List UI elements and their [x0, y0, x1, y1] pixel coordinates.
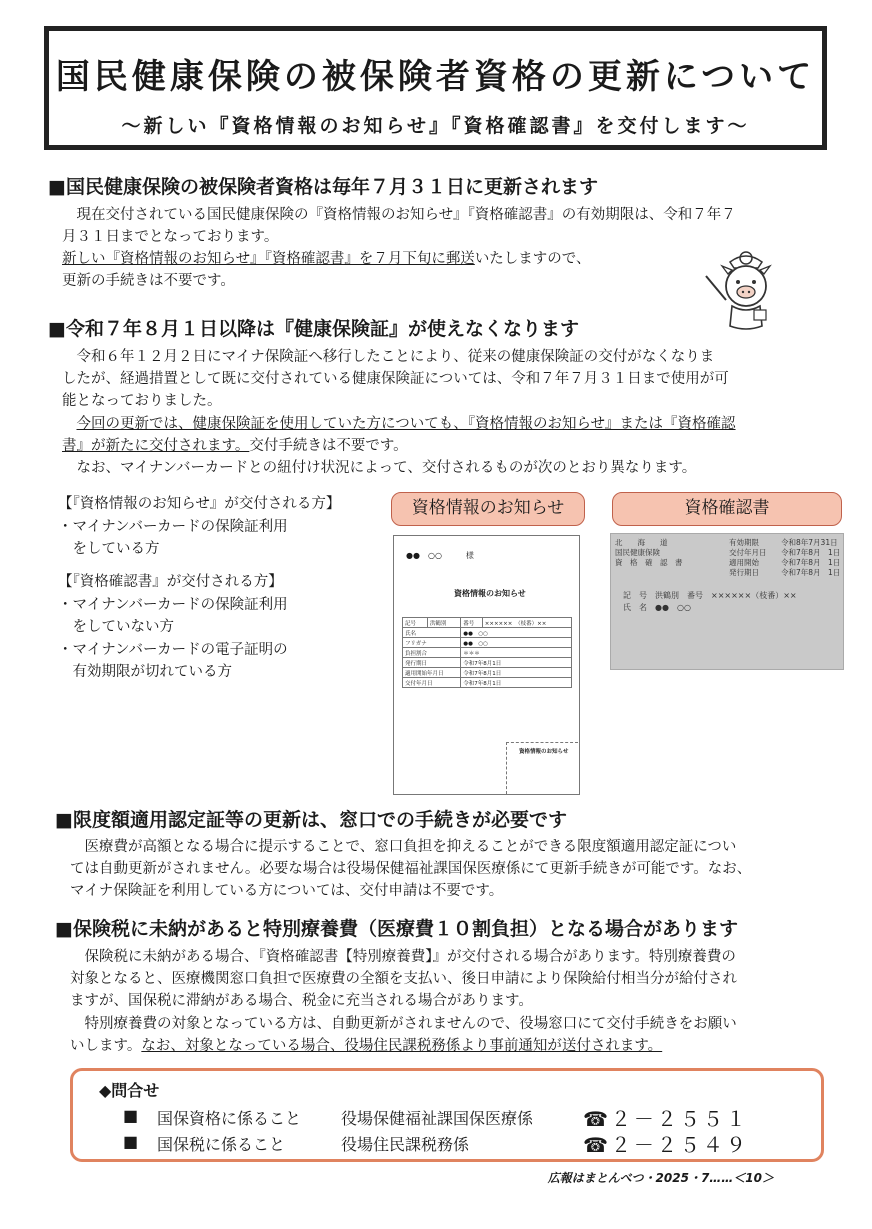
notice-doc-table: [402, 617, 572, 688]
table-cell: フリガナ: [403, 638, 461, 648]
table-row: [403, 668, 572, 678]
notice-sample-label: 資格情報のお知らせ: [391, 492, 585, 526]
page-subtitle: ～新しい『資格情報のお知らせ』『資格確認書』を交付します～: [121, 115, 750, 137]
table-cell: 令和7年8月1日: [461, 658, 572, 668]
list-item: ・マイナンバーカードの保険証利用: [58, 596, 288, 613]
table-cell: ●● ○○: [461, 638, 572, 648]
card-sample: [610, 533, 844, 670]
table-cell: 負担割合: [403, 648, 461, 658]
section3-line2: ては自動更新がされません。必要な場合は役場保健福祉課国保医療係にて更新手続きが可能です。なお、: [70, 861, 752, 877]
card-text: 交付年月日: [729, 548, 767, 557]
section1-line3-rest: いたしますので、: [474, 251, 591, 267]
notice-addressee: ●● ○○ 様: [406, 551, 474, 560]
table-row: [403, 648, 572, 658]
section4-line3: ますが、国保税に滞納がある場合、税金に充当される場合があります。: [70, 993, 533, 1009]
card-text: 北 海 道: [615, 538, 668, 547]
section4-line2: 対象となると、医療機関窓口負担で医療費の全額を支払い、後日申請により保険給付相当分が給付され: [70, 971, 737, 987]
card-text: 令和8年7月31日: [781, 538, 838, 547]
table-cell: 洪鶴別: [427, 618, 460, 628]
table-cell: ×××××× （枝番）××: [482, 618, 571, 628]
eligibility-group2-title: 【『資格確認書』が交付される方】: [58, 574, 283, 590]
table-cell: 記号: [403, 618, 428, 628]
card-text: 発行期日: [729, 568, 759, 577]
page-footer: 広報はまとんべつ・2025・7……＜10＞: [547, 1171, 774, 1185]
list-item: をしていない方: [58, 619, 174, 635]
notice-doc-stub: [506, 742, 578, 794]
section4-line4: 特別療養費の対象となっている方は、自動更新がされませんので、役場窓口にて交付手続きをお願い: [70, 1016, 737, 1032]
list-item: ・マイナンバーカードの保険証利用: [58, 518, 288, 535]
section3-line1: 医療費が高額となる場合に提示することで、窓口負担を抑えることができる限度額適用認定証につい: [70, 839, 737, 855]
card-text: 令和7年8月 1日: [781, 568, 841, 577]
contact-phone: ☎２－２５４９: [583, 1133, 749, 1157]
section2-line5-rest: 交付手続きは不要です。: [249, 438, 408, 454]
card-text: 国民健康保険: [615, 548, 660, 557]
table-row: [403, 678, 572, 688]
mascot-pig-icon: [700, 248, 780, 334]
table-cell: 令和7年8月1日: [461, 678, 572, 688]
section4-heading: ■保険税に未納があると特別療養費（医療費１０割負担）となる場合があります: [55, 918, 738, 940]
section1-heading: ■国民健康保険の被保険者資格は毎年７月３１日に更新されます: [48, 176, 598, 198]
section4-line1: 保険税に未納がある場合、『資格確認書【特別療養費】』が交付される場合があります。特別療養費の: [70, 949, 736, 965]
card-text: 記 号 洪鶴別 番号 ××××××（枝番）××: [623, 591, 797, 600]
card-text: 令和7年8月 1日: [781, 548, 841, 557]
section1-underlined-text: 新しい『資格情報のお知らせ』『資格確認書』を７月下旬に郵送: [62, 251, 475, 267]
contact-box: [70, 1068, 824, 1162]
table-cell: ●● ○○: [461, 628, 572, 638]
contact-phone: ☎２－２５５１: [583, 1107, 749, 1131]
title-box: [44, 26, 827, 150]
section2-heading: ■令和７年８月１日以降は『健康保険証』が使えなくなります: [48, 318, 579, 340]
section4-line5-plain: いします。: [70, 1038, 142, 1054]
page-title: 国民健康保険の被保険者資格の更新について: [55, 57, 816, 97]
table-cell: 氏名: [403, 628, 461, 638]
eligibility-group1-title: 【『資格情報のお知らせ』が交付される方】: [58, 496, 341, 512]
contact-title: ◆問合せ: [99, 1081, 160, 1100]
section1-line4: 更新の手続きは不要です。: [62, 273, 235, 289]
section2-line6: なお、マイナンバーカードとの紐付け状況によって、交付されるものが次のとおり異なります。: [62, 460, 697, 476]
card-text: 適用開始: [729, 558, 759, 567]
contact-office: 役場住民課税務係: [341, 1135, 470, 1154]
list-item: ・マイナンバーカードの電子証明の: [58, 641, 288, 658]
contact-topic: 国保税に係ること: [157, 1135, 286, 1154]
table-row: [403, 658, 572, 668]
table-cell: 番号: [461, 618, 482, 628]
notice-sample-document: [393, 535, 580, 795]
eligibility-group2: [58, 571, 288, 684]
section1-line3: [62, 248, 591, 270]
section3-line3: マイナ保険証を利用している方については、交付申請は不要です。: [70, 883, 504, 899]
section4-line5: [70, 1035, 662, 1057]
card-text: 有効期限: [729, 538, 759, 547]
notice-doc-title: 資格情報のお知らせ: [454, 589, 526, 598]
section2-line3: 能となっておりました。: [62, 393, 222, 409]
eligibility-group1: [58, 493, 340, 561]
section2-underlined-text-1: 今回の更新では、健康保険証を使用していた方についても、『資格情報のお知らせ』または『資格確認: [76, 416, 736, 432]
section2-line4: [62, 413, 736, 435]
table-cell: ＊＊＊: [461, 648, 572, 658]
section4-underlined-text: なお、対象となっている場合、役場住民課税務係より事前通知が送付されます。: [141, 1038, 663, 1054]
contact-topic: 国保資格に係ること: [157, 1109, 302, 1128]
section1-line1: 現在交付されている国民健康保険の『資格情報のお知らせ』『資格確認書』の有効期限は、令和７年７: [62, 207, 736, 223]
bullet-icon: ■: [123, 1132, 139, 1151]
table-row: [403, 638, 572, 648]
list-item: をしている方: [58, 541, 160, 557]
card-text: 氏 名 ●● ○○: [623, 603, 691, 612]
card-sample-label: 資格確認書: [612, 492, 842, 526]
section3-heading: ■限度額適用認定証等の更新は、窓口での手続きが必要です: [55, 809, 567, 831]
card-text: 資 格 確 認 書: [615, 558, 683, 567]
table-cell: 交付年月日: [403, 678, 461, 688]
section1-line2: 月３１日までとなっております。: [62, 229, 279, 245]
contact-office: 役場保健福祉課国保医療係: [341, 1109, 534, 1128]
bullet-icon: ■: [123, 1106, 139, 1125]
section2-line5: [62, 435, 408, 457]
section2-underlined-text-2: 書』が新たに交付されます。: [62, 438, 250, 454]
table-cell: 令和7年8月1日: [461, 668, 572, 678]
table-row: [403, 618, 572, 628]
stub-title: 資格情報のお知らせ: [519, 749, 569, 755]
list-item: 有効期限が切れている方: [58, 664, 232, 680]
table-cell: 適用開始年月日: [403, 668, 461, 678]
section2-line1: 令和６年１２月２日にマイナ保険証へ移行したことにより、従来の健康保険証の交付がなくなりま: [62, 349, 715, 365]
section2-line2: したが、経過措置として既に交付されている健康保険証については、令和７年７月３１日まで使用が可: [62, 371, 729, 387]
table-row: [403, 628, 572, 638]
card-text: 令和7年8月 1日: [781, 558, 841, 567]
table-cell: 発行期日: [403, 658, 461, 668]
